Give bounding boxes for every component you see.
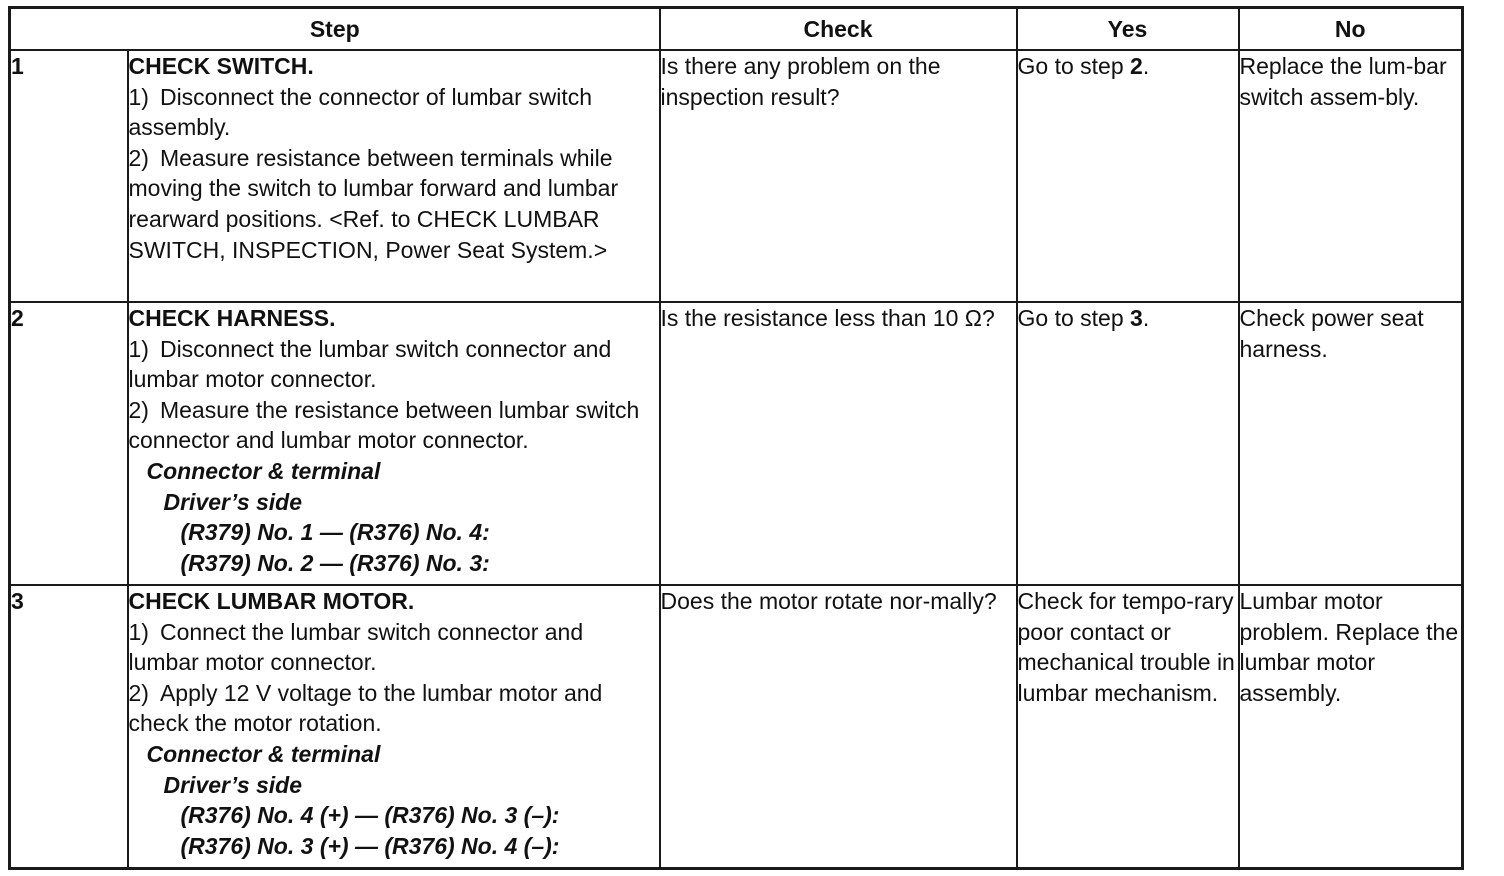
check-cell: Does the motor rotate nor-mally? <box>660 585 1017 868</box>
check-column-header: Check <box>660 8 1017 51</box>
step-procedure <box>128 585 660 868</box>
item-number: 1) <box>128 83 149 110</box>
yes-cell: Go to step 3. <box>1017 302 1239 585</box>
item-number: 2) <box>128 396 149 423</box>
step-procedure <box>128 302 660 585</box>
item-text: Measure resistance between terminals while moving the switch to lumbar forward and lumbar rearward positions. <Ref. to CHECK LUMBAR SWITCH, INSPECTION, Power Seat System.> <box>128 144 619 263</box>
step-title: CHECK LUMBAR MOTOR. <box>128 588 415 614</box>
yes-column-header: Yes <box>1017 8 1239 51</box>
item-text: Connect the lumbar switch connector and lumbar motor connector. <box>128 618 584 676</box>
item-text: Apply 12 V voltage to the lumbar motor and check the motor rotation. <box>128 679 603 737</box>
terminal-line: (R379) No. 2 — (R376) No. 3: <box>180 549 490 576</box>
table-row <box>10 302 1463 585</box>
procedure-item <box>129 617 659 678</box>
item-text: Disconnect the lumbar switch connector and lumbar motor connector. <box>128 335 612 393</box>
item-text: Measure the resistance between lumbar switch connector and lumbar motor connector. <box>128 396 640 454</box>
step-number: 1 <box>10 50 128 302</box>
step-number: 2 <box>10 302 128 585</box>
no-cell: Check power seat harness. <box>1239 302 1463 585</box>
procedure-item <box>129 334 659 395</box>
yes-cell: Check for tempo-rary poor contact or mechanical trouble in lumbar mechanism. <box>1017 585 1239 868</box>
connector-heading: Connector & terminal <box>146 457 381 484</box>
step-title: CHECK HARNESS. <box>128 305 336 331</box>
diagnostic-table <box>8 6 1464 870</box>
no-cell: Replace the lum-bar switch assem-bly. <box>1239 50 1463 302</box>
check-cell: Is the resistance less than 10 Ω? <box>660 302 1017 585</box>
terminal-line: (R379) No. 1 — (R376) No. 4: <box>180 519 490 546</box>
diagnostic-page <box>8 6 1464 870</box>
item-text: Disconnect the connector of lumbar switch assembly. <box>128 83 593 141</box>
check-cell: Is there any problem on the inspection result? <box>660 50 1017 302</box>
step-ref: 3 <box>1130 305 1143 331</box>
step-number: 3 <box>10 585 128 868</box>
side-heading: Driver’s side <box>163 488 303 515</box>
table-row <box>10 585 1463 868</box>
item-number: 1) <box>128 618 149 645</box>
table-row <box>10 50 1463 302</box>
step-ref: 2 <box>1130 53 1143 79</box>
step-column-header: Step <box>10 8 660 51</box>
side-heading: Driver’s side <box>163 771 303 798</box>
no-column-header: No <box>1239 8 1463 51</box>
connector-heading: Connector & terminal <box>146 740 381 767</box>
step-procedure <box>128 50 660 302</box>
no-cell: Lumbar motor problem. Replace the lumbar motor assembly. <box>1239 585 1463 868</box>
item-number: 1) <box>128 335 149 362</box>
terminal-line: (R376) No. 4 (+) — (R376) No. 3 (–): <box>180 802 560 829</box>
yes-cell: Go to step 2. <box>1017 50 1239 302</box>
step-title: CHECK SWITCH. <box>128 53 314 79</box>
header-row <box>10 8 1463 51</box>
procedure-item <box>129 82 659 143</box>
procedure-item <box>129 395 659 456</box>
procedure-item <box>129 143 659 265</box>
procedure-item <box>129 678 659 739</box>
terminal-line: (R376) No. 3 (+) — (R376) No. 4 (–): <box>180 832 560 859</box>
item-number: 2) <box>128 144 149 171</box>
item-number: 2) <box>128 679 149 706</box>
